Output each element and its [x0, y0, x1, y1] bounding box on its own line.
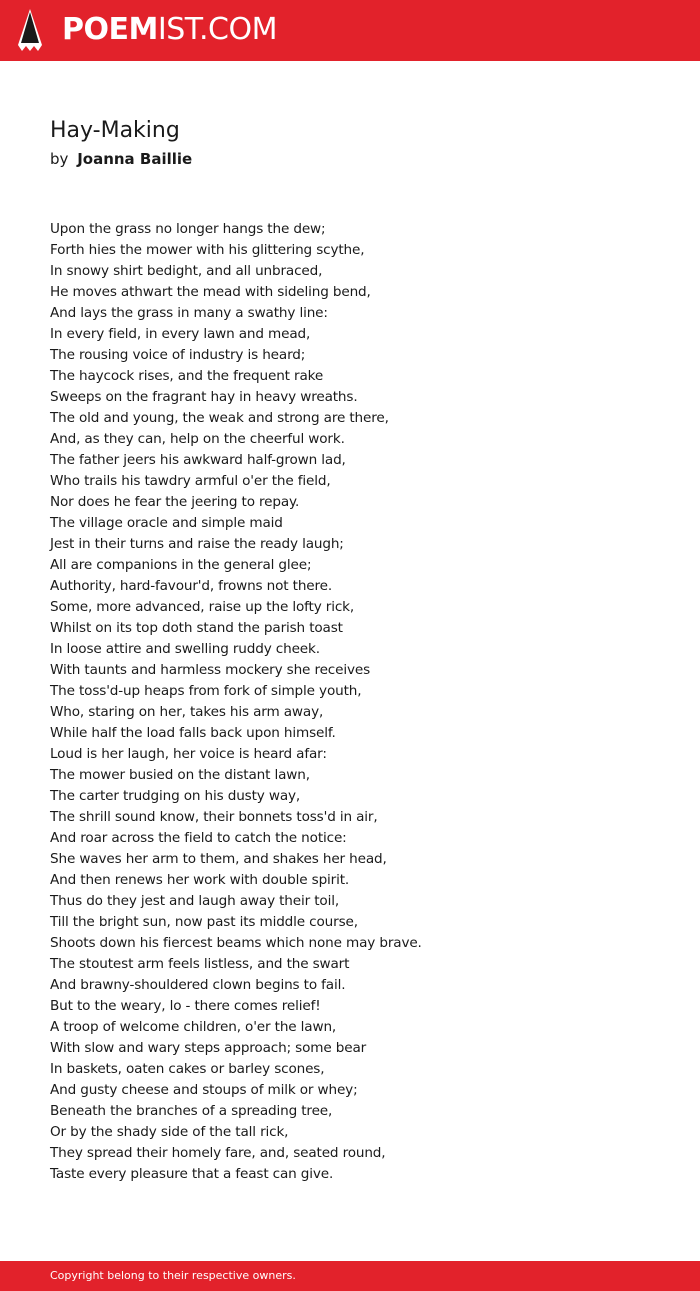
- poem-line: Forth hies the mower with his glittering scythe,: [50, 242, 365, 258]
- poem-line: But to the weary, lo - there comes relief!: [50, 998, 321, 1014]
- poem-line: The village oracle and simple maid: [50, 515, 283, 531]
- poem-line: She waves her arm to them, and shakes her head,: [50, 851, 387, 867]
- poem-line: Loud is her laugh, her voice is heard afar:: [50, 746, 327, 762]
- poem-line: The haycock rises, and the frequent rake: [50, 368, 324, 384]
- poem-line: Whilst on its top doth stand the parish toast: [50, 620, 343, 636]
- site-footer: [0, 1261, 700, 1291]
- poem-line: Beneath the branches of a spreading tree,: [50, 1103, 333, 1119]
- poem-line: And brawny-shouldered clown begins to fail.: [50, 977, 346, 993]
- pencil-icon[interactable]: [18, 9, 42, 51]
- copyright-text: Copyright belong to their respective owners.: [50, 1269, 296, 1282]
- poem-line: Jest in their turns and raise the ready laugh;: [50, 536, 344, 552]
- poem-line: They spread their homely fare, and, seated round,: [50, 1145, 386, 1161]
- poem-line: With taunts and harmless mockery she receives: [50, 662, 370, 678]
- poem-line: Thus do they jest and laugh away their toil,: [50, 893, 339, 909]
- poem-line: The toss'd-up heaps from fork of simple youth,: [50, 683, 362, 699]
- poem-line: And gusty cheese and stoups of milk or whey;: [50, 1082, 358, 1098]
- poem-line: The shrill sound know, their bonnets toss'd in air,: [50, 809, 378, 825]
- poem-line: Authority, hard-favour'd, frowns not there.: [50, 578, 333, 594]
- logo-light-text: IST.COM: [157, 12, 277, 47]
- poem-line: The mower busied on the distant lawn,: [50, 767, 310, 783]
- logo-bold-text: POEM: [62, 12, 158, 47]
- author-name: Joanna Baillie: [77, 150, 193, 168]
- poem-line: And, as they can, help on the cheerful work.: [50, 431, 345, 447]
- poem-line: And then renews her work with double spirit.: [50, 872, 350, 888]
- poem-line: The stoutest arm feels listless, and the swart: [50, 956, 350, 972]
- poem-line: And lays the grass in many a swathy line:: [50, 305, 328, 321]
- poem-line: A troop of welcome children, o'er the lawn,: [50, 1019, 337, 1035]
- poem-title: Hay-Making: [50, 118, 180, 143]
- poem-line: The rousing voice of industry is heard;: [50, 347, 306, 363]
- poem-line: In loose attire and swelling ruddy cheek.: [50, 641, 320, 657]
- poem-line: Till the bright sun, now past its middle course,: [50, 914, 358, 930]
- poem-line: Nor does he fear the jeering to repay.: [50, 494, 300, 510]
- by-label: by: [50, 150, 69, 168]
- poem-line: The father jeers his awkward half-grown lad,: [50, 452, 346, 468]
- poem-line: Sweeps on the fragrant hay in heavy wreaths.: [50, 389, 358, 405]
- poem-line: While half the load falls back upon himself.: [50, 725, 336, 741]
- poem-line: Taste every pleasure that a feast can give.: [50, 1166, 334, 1182]
- poem-line: With slow and wary steps approach; some bear: [50, 1040, 367, 1056]
- poem-line: Some, more advanced, raise up the lofty rick,: [50, 599, 355, 615]
- poem-line: Upon the grass no longer hangs the dew;: [50, 221, 326, 237]
- poem-line: And roar across the field to catch the notice:: [50, 830, 347, 846]
- poem-line: All are companions in the general glee;: [50, 557, 312, 573]
- poem-line: The carter trudging on his dusty way,: [50, 788, 301, 804]
- poem-line: The old and young, the weak and strong are there,: [50, 410, 389, 426]
- poem-line: In every field, in every lawn and mead,: [50, 326, 311, 342]
- byline: [50, 149, 192, 169]
- poem-line: Who trails his tawdry armful o'er the field,: [50, 473, 331, 489]
- poem-line: Or by the shady side of the tall rick,: [50, 1124, 289, 1140]
- site-header: [0, 0, 700, 61]
- poem-line: He moves athwart the mead with sideling bend,: [50, 284, 371, 300]
- poem-line: Who, staring on her, takes his arm away,: [50, 704, 324, 720]
- poem-line: Shoots down his fiercest beams which none may brave.: [50, 935, 422, 951]
- poem-body: [50, 219, 422, 1185]
- site-logo[interactable]: [62, 13, 277, 47]
- poem-line: In snowy shirt bedight, and all unbraced,: [50, 263, 323, 279]
- poem-line: In baskets, oaten cakes or barley scones,: [50, 1061, 325, 1077]
